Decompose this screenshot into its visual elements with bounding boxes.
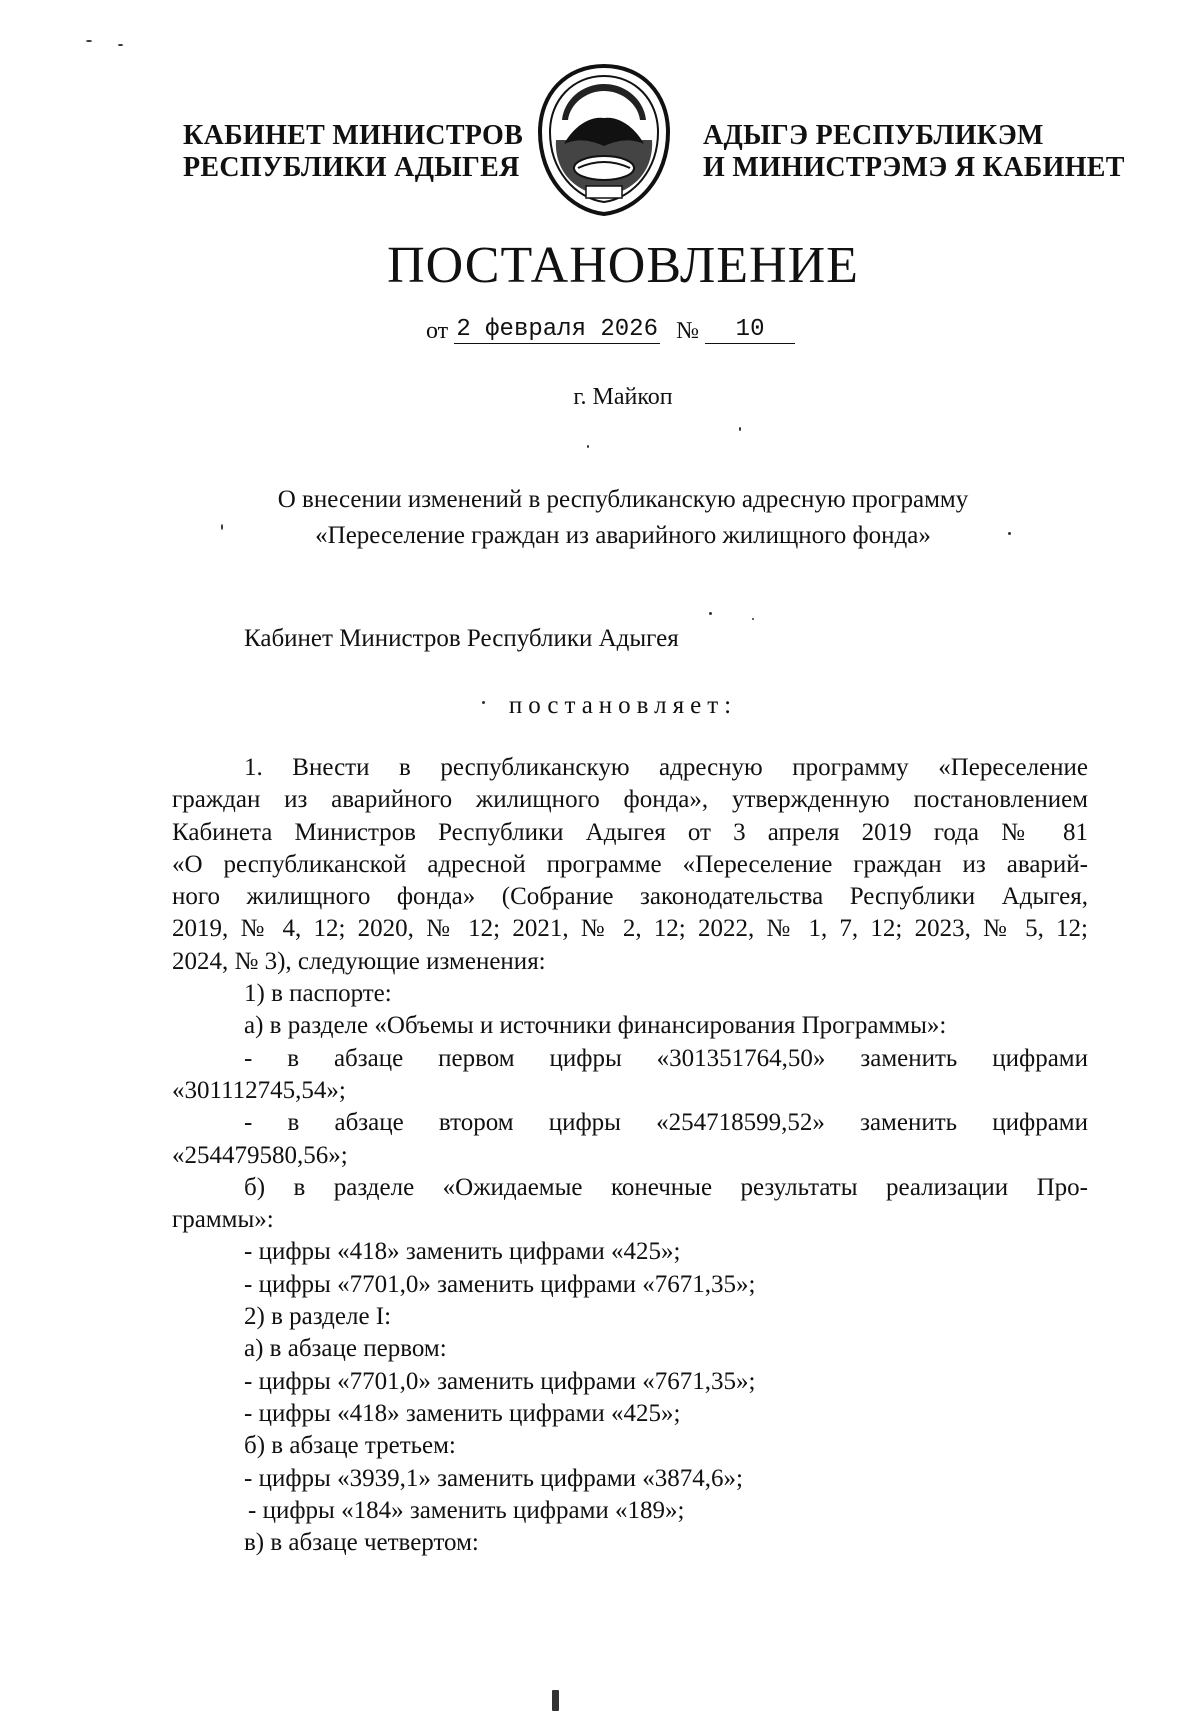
scan-artifact (482, 701, 485, 704)
body-line: 1) в паспорте: (244, 980, 392, 1008)
body-line: граммы»: (172, 1206, 274, 1234)
body-line: 1. Внести в республиканскую адресную программу «Переселение (244, 754, 1088, 781)
scan-artifact (221, 524, 223, 530)
document-number: 10 (705, 316, 795, 344)
issuer-name-line-1: КАБИНЕТ МИНИСТРОВ (183, 120, 524, 151)
body-line: - цифры «7701,0» заменить цифрами «7671,35»; (244, 1270, 756, 1298)
body-line: 2024, № 3), следующие изменения: (172, 947, 546, 975)
date-number-line (426, 318, 795, 347)
scan-artifact (587, 445, 589, 448)
issuer-name-russian (183, 120, 523, 184)
issuer-name-adyghe-line-1: АДЫГЭ РЕСПУБЛИКЭМ (703, 120, 1044, 151)
body-line: а) в разделе «Объемы и источники финансирования Программы»: (244, 1012, 947, 1040)
body-line: а) в абзаце первом: (244, 1335, 447, 1363)
scan-artifact (1008, 532, 1011, 535)
body-line: - цифры «418» заменить цифрами «425»; (244, 1238, 681, 1266)
body-line: - в абзаце первом цифры «301351764,50» заменить цифрами (244, 1044, 1088, 1072)
document-subject (0, 482, 1200, 554)
body-line: б) в абзаце третьем: (244, 1432, 456, 1460)
subject-line-2: «Переселение граждан из аварийного жилищного фонда» (315, 522, 931, 549)
document-title: ПОСТАНОВЛЕНИЕ (387, 237, 859, 294)
number-label: № (676, 318, 700, 344)
scan-artifact (118, 44, 123, 46)
body-line: - цифры «7701,0» заменить цифрами «7671,35»; (244, 1367, 756, 1395)
body-line: ного жилищного фонда» (Собрание законодательства Республики Адыгея, (172, 883, 1088, 911)
body-line: 2019, № 4, 12; 2020, № 12; 2021, № 2, 12; 2022, № 1, 7, 12; 2023, № 5, 12; (172, 915, 1088, 943)
body-line: - цифры «3939,1» заменить цифрами «3874,6»; (244, 1464, 743, 1492)
scan-artifact (709, 612, 712, 615)
body-line: «301112745,54»; (172, 1076, 346, 1104)
body-line: Кабинета Министров Республики Адыгея от 3 апреля 2019 года № 81 (172, 818, 1088, 846)
date-from-label: от (426, 318, 449, 344)
republic-emblem-icon (534, 60, 674, 220)
enacting-body: Кабинет Министров Республики Адыгея (244, 625, 679, 652)
scan-artifact (752, 618, 754, 620)
issuer-name-adyghe (703, 120, 1125, 184)
scan-artifact (552, 1690, 559, 1711)
city-name: г. Майкоп (573, 384, 673, 410)
scan-artifact (739, 427, 741, 431)
body-line: - цифры «184» заменить цифрами «189»; (248, 1496, 685, 1524)
body-line: - в абзаце втором цифры «254718599,52» заменить цифрами (244, 1109, 1088, 1137)
body-line: в) в абзаце четвертом: (244, 1529, 479, 1557)
body-line: б) в разделе «Ожидаемые конечные результаты реализации Про- (244, 1173, 1088, 1201)
body-line: - цифры «418» заменить цифрами «425»; (244, 1399, 681, 1427)
decree-verb: постановляет: (508, 692, 738, 719)
body-line: граждан из аварийного жилищного фонда», утвержденную постановлением (172, 786, 1088, 814)
body-line: «254479580,56»; (172, 1141, 348, 1169)
body-line: «О республиканской адресной программе «Переселение граждан из аварий- (172, 850, 1088, 878)
body-line: 2) в разделе I: (244, 1303, 392, 1331)
subject-line-1: О внесении изменений в республиканскую адресную программу (277, 486, 969, 513)
issuer-name-adyghe-line-2: И МИНИСТРЭМЭ Я КАБИНЕТ (703, 152, 1125, 183)
scan-artifact (86, 40, 92, 42)
document-date: 2 февраля 2026 (454, 316, 660, 344)
document-body (172, 752, 1088, 1559)
issuer-name-line-2: РЕСПУБЛИКИ АДЫГЕЯ (183, 152, 520, 183)
